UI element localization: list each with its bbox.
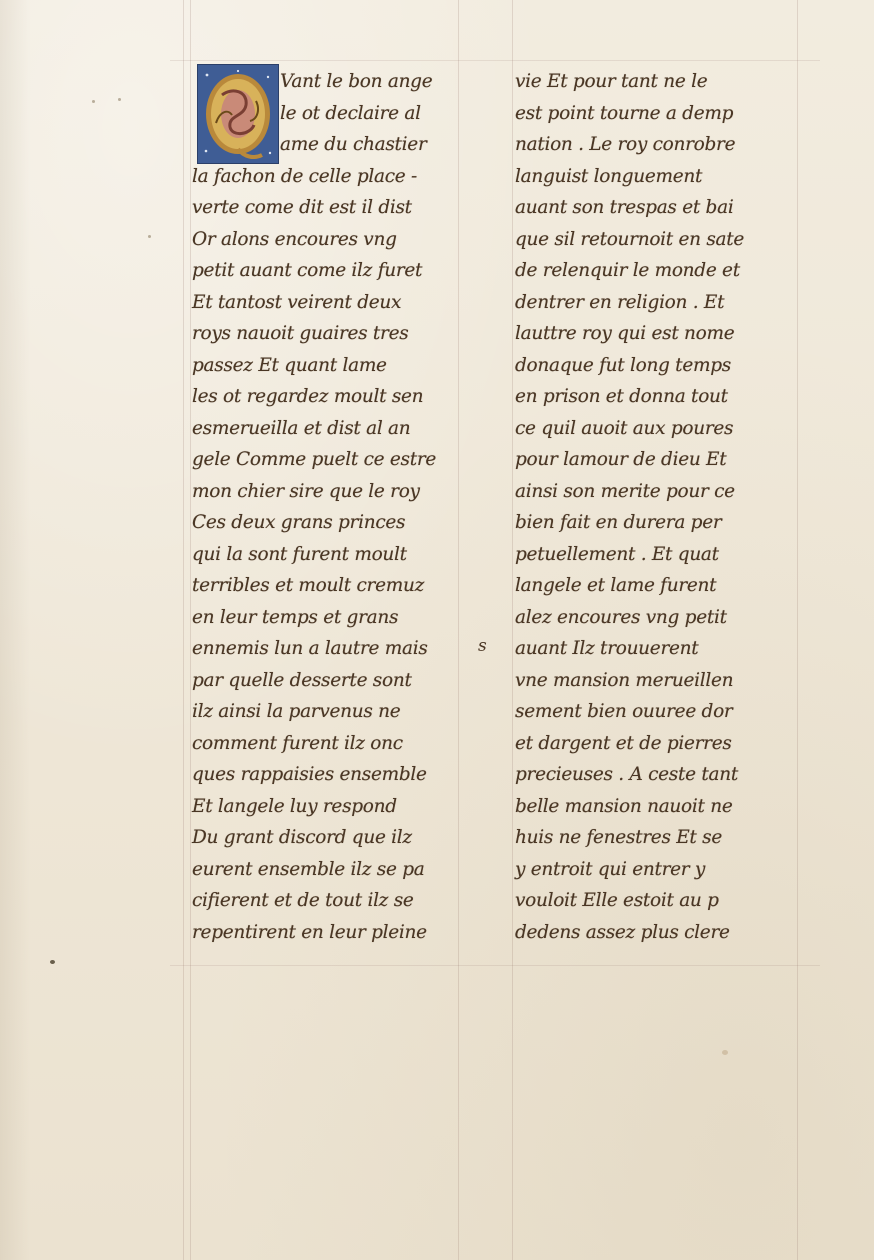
manuscript-line: verte come dit est il dist [192, 197, 412, 218]
manuscript-line: languist longuement [515, 165, 703, 187]
ink-spot [92, 100, 95, 103]
manuscript-line: passez Et quant lame [192, 354, 387, 376]
manuscript-line: y entroit qui entrer y [515, 858, 706, 880]
manuscript-line: dentrer en religion . Et [515, 291, 725, 313]
manuscript-line: ques rappaisies ensemble [192, 764, 427, 785]
manuscript-line: sement bien ouuree dor [515, 701, 733, 722]
manuscript-line: petit auant come ilz furet [192, 260, 423, 281]
manuscript-line: Ces deux grans princes [192, 512, 406, 533]
manuscript-line: Du grant discord que ilz [192, 827, 412, 848]
manuscript-line: en prison et donna tout [515, 386, 728, 407]
ruling-line-left-inner [190, 0, 191, 1260]
manuscript-line: esmerueilla et dist al an [192, 417, 411, 439]
manuscript-line: Et langele luy respond [192, 795, 397, 817]
manuscript-line: le ot declaire al [280, 102, 421, 124]
ruling-line-middle-right [512, 0, 513, 1260]
manuscript-line: eurent ensemble ilz se pa [192, 858, 425, 880]
manuscript-line: roys nauoit guaires tres [192, 323, 409, 344]
ink-spot [50, 960, 55, 964]
manuscript-line: lauttre roy qui est nome [515, 323, 735, 344]
manuscript-line: auant son trespas et bai [515, 197, 734, 218]
manuscript-line: est point tourne a demp [515, 102, 734, 124]
manuscript-line: cifierent et de tout ilz se [192, 890, 414, 911]
manuscript-line: ame du chastier [280, 134, 427, 155]
manuscript-line: langele et lame furent [515, 575, 717, 596]
manuscript-line: mon chier sire que le roy [192, 480, 420, 502]
manuscript-line: Et tantost veirent deux [192, 291, 402, 313]
manuscript-line: vie Et pour tant ne le [515, 71, 708, 92]
manuscript-line: gele Comme puelt ce estre [192, 449, 437, 470]
manuscript-line: Vant le bon ange [280, 71, 433, 92]
manuscript-line: pour lamour de dieu Et [515, 449, 727, 470]
manuscript-line: donaque fut long temps [515, 354, 731, 376]
manuscript-line: les ot regardez moult sen [192, 386, 424, 407]
manuscript-line: comment furent ilz onc [192, 732, 403, 754]
manuscript-line: vouloit Elle estoit au p [515, 890, 719, 911]
stain-spot [722, 1050, 728, 1055]
manuscript-line: bien fait en durera per [515, 512, 722, 533]
ink-spot [118, 98, 121, 101]
manuscript-line: et dargent et de pierres [515, 732, 732, 754]
manuscript-line: ennemis lun a lautre mais [192, 638, 428, 659]
manuscript-line: belle mansion nauoit ne [515, 795, 733, 817]
manuscript-line: precieuses . A ceste tant [515, 764, 738, 785]
manuscript-line: huis ne fenestres Et se [515, 827, 722, 848]
binding-shadow [0, 0, 30, 1260]
manuscript-line: auant Ilz trouuerent [515, 638, 699, 659]
manuscript-line: ainsi son merite pour ce [515, 480, 735, 502]
manuscript-line: terribles et moult cremuz [192, 575, 425, 596]
manuscript-line: alez encoures vng petit [515, 606, 727, 628]
manuscript-line: la fachon de celle place - [192, 165, 417, 187]
manuscript-line: nation . Le roy conrobre [515, 134, 736, 155]
manuscript-line: vne mansion merueillen [515, 669, 734, 691]
manuscript-line: ilz ainsi la parvenus ne [192, 701, 401, 722]
manuscript-line: en leur temps et grans [192, 606, 399, 628]
manuscript-line: de relenquir le monde et [515, 260, 740, 281]
ruling-line-bottom [170, 965, 820, 966]
manuscript-line: par quelle desserte sont [192, 669, 412, 691]
ruling-line-top [170, 60, 820, 61]
ink-spot [148, 235, 151, 238]
right-text-column [515, 66, 807, 948]
manuscript-line: ce quil auoit aux poures [515, 417, 734, 439]
manuscript-line: que sil retournoit en sate [515, 228, 745, 250]
ruling-line-left-outer [183, 0, 184, 1260]
manuscript-line: qui la sont furent moult [192, 543, 407, 565]
manuscript-line: repentirent en leur pleine [192, 921, 427, 943]
marginal-mark: s [478, 636, 487, 656]
manuscript-line: Or alons encoures vng [192, 228, 397, 250]
manuscript-line: petuellement . Et quat [515, 543, 719, 565]
left-text-column [192, 66, 477, 948]
manuscript-line: dedens assez plus clere [515, 921, 730, 943]
